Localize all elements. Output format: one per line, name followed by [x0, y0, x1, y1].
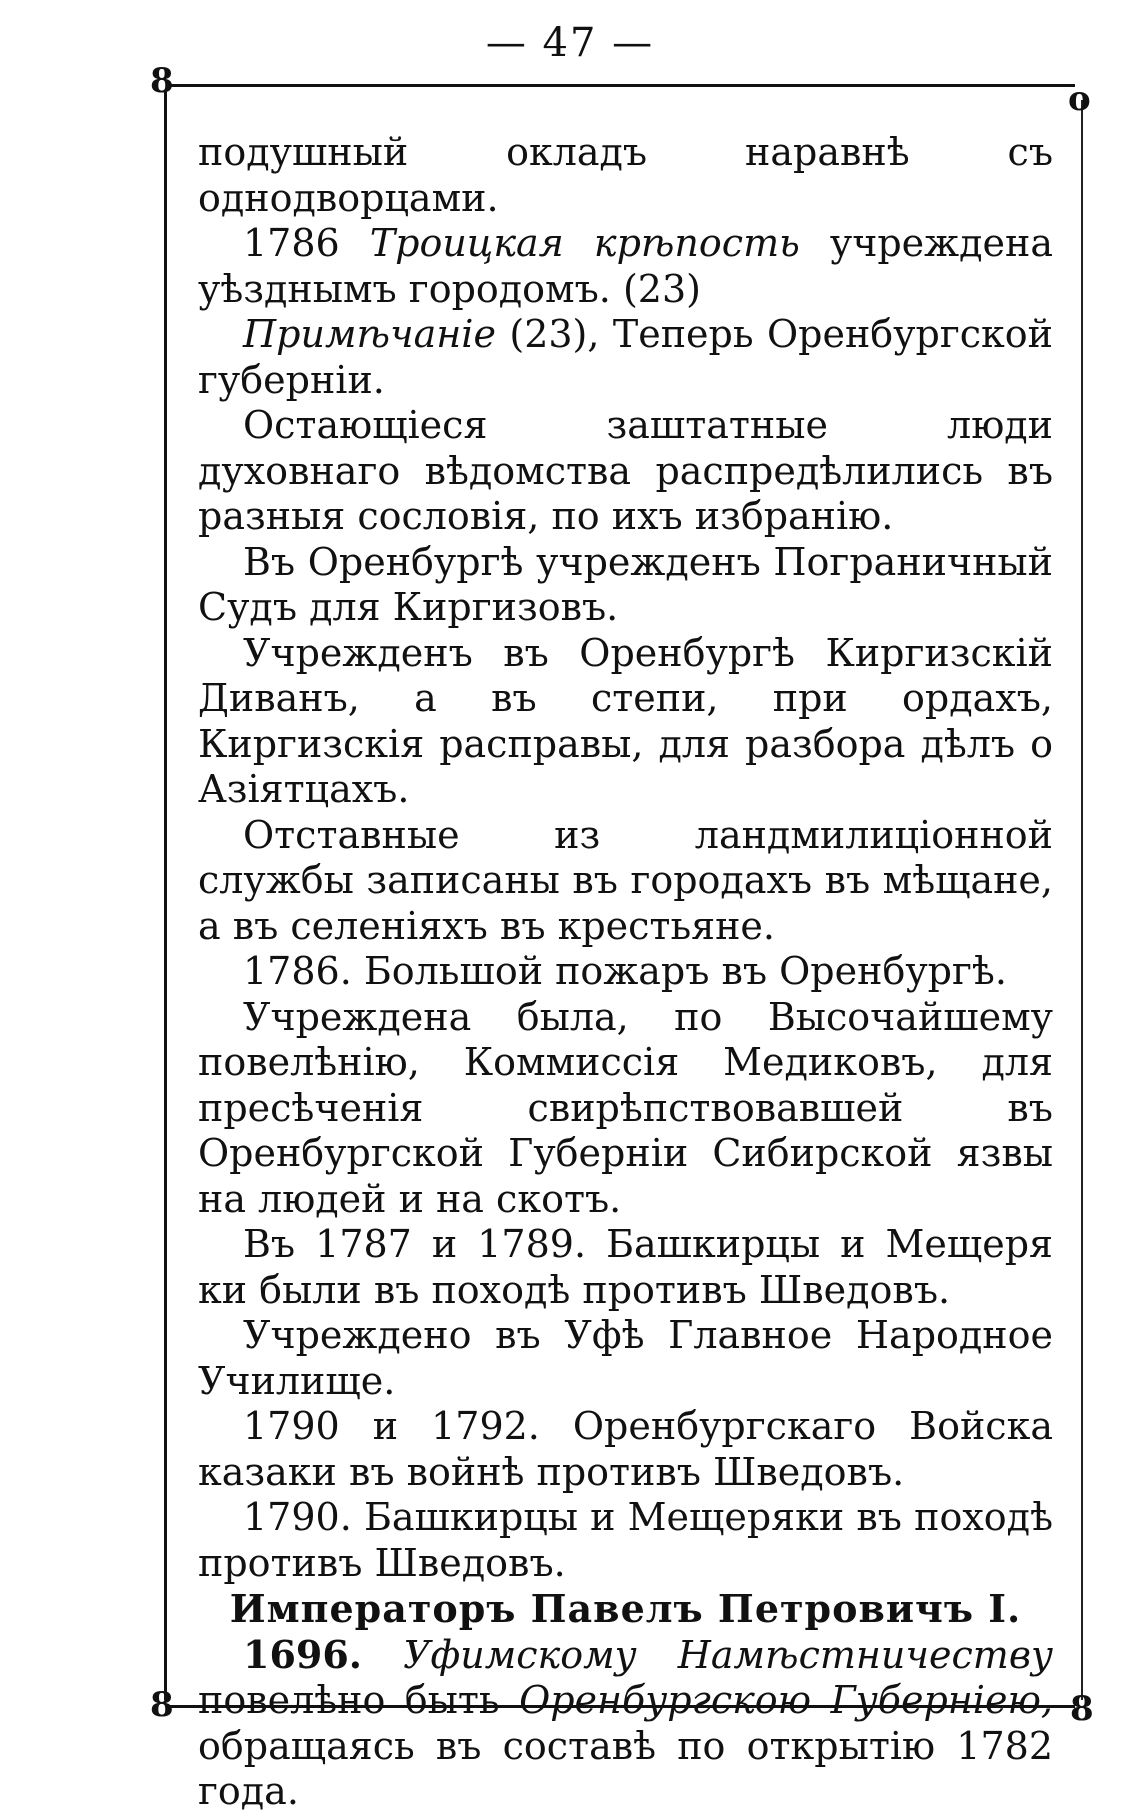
frame-right-rule: [1081, 100, 1083, 1700]
paragraph: 1696. Уфимскому Намѣстничеству повелѣно быть Оренбургскою Губерніею, обращаясь въ составѣ по открытію 1782 года.: [198, 1631, 1053, 1813]
paragraph: 1790. Башкирцы и Мещеряки въ походѣ противъ Шведовъ.: [198, 1495, 1053, 1585]
paragraph: Въ Оренбургѣ учрежденъ Пограничный Судъ для Киргизовъ.: [198, 539, 1053, 629]
paragraph: Учреждено въ Уфѣ Главное Народное Училище.: [198, 1313, 1053, 1403]
corner-ornament-bottom-left: 8: [150, 1685, 174, 1725]
paragraph: Остающіеся заштатные люди духовнаго вѣдомства распредѣлились въ разныя сословія, по ихъ избранію.: [198, 403, 1053, 538]
paragraph: подушный окладъ наравнѣ съ однодворцами.: [198, 130, 1053, 220]
paragraph: 1790 и 1792. Оренбургскаго Войска казаки въ войнѣ противъ Шведовъ.: [198, 1404, 1053, 1494]
frame-left-rule: [164, 92, 167, 1700]
paragraph: Отставные из ландмилиціонной службы записаны въ городахъ въ мѣщане, а въ селеніяхъ въ крестьяне.: [198, 812, 1053, 948]
paragraph: Примѣчаніе (23), Теперь Оренбургской губерніи.: [198, 312, 1053, 402]
frame-top-rule: [170, 84, 1075, 87]
paragraph: 1786 Троицкая крѣпость учреждена уѣзднымъ городомъ. (23): [198, 221, 1053, 311]
corner-ornament-top-left: 8: [150, 61, 174, 101]
paragraph: Въ 1787 и 1789. Башкирцы и Мещеря ки были въ походѣ противъ Шведовъ.: [198, 1222, 1053, 1312]
section-heading: Императоръ Павелъ Петровичъ I.: [229, 1586, 1022, 1631]
corner-ornament-top-right: o: [1068, 79, 1091, 119]
page-number: — 47 —: [485, 20, 655, 66]
paragraph: Учреждена была, по Высочайшему повелѣнію, Коммиссія Медиковъ, для пресѣченія свирѣпствовавшей въ Оренбургской Губерніи Сибирской язвы на людей и на скотъ.: [198, 994, 1053, 1221]
paragraph: 1786. Большой пожаръ въ Оренбургѣ.: [243, 949, 1007, 993]
corner-ornament-bottom-right: 8: [1070, 1689, 1094, 1729]
paragraph: Учрежденъ въ Оренбургѣ Киргизскій Диванъ, а въ степи, при ордахъ, Киргизскія расправы, для разбора дѣлъ о Азіятцахъ.: [198, 630, 1053, 811]
page-body: [198, 130, 1053, 1815]
